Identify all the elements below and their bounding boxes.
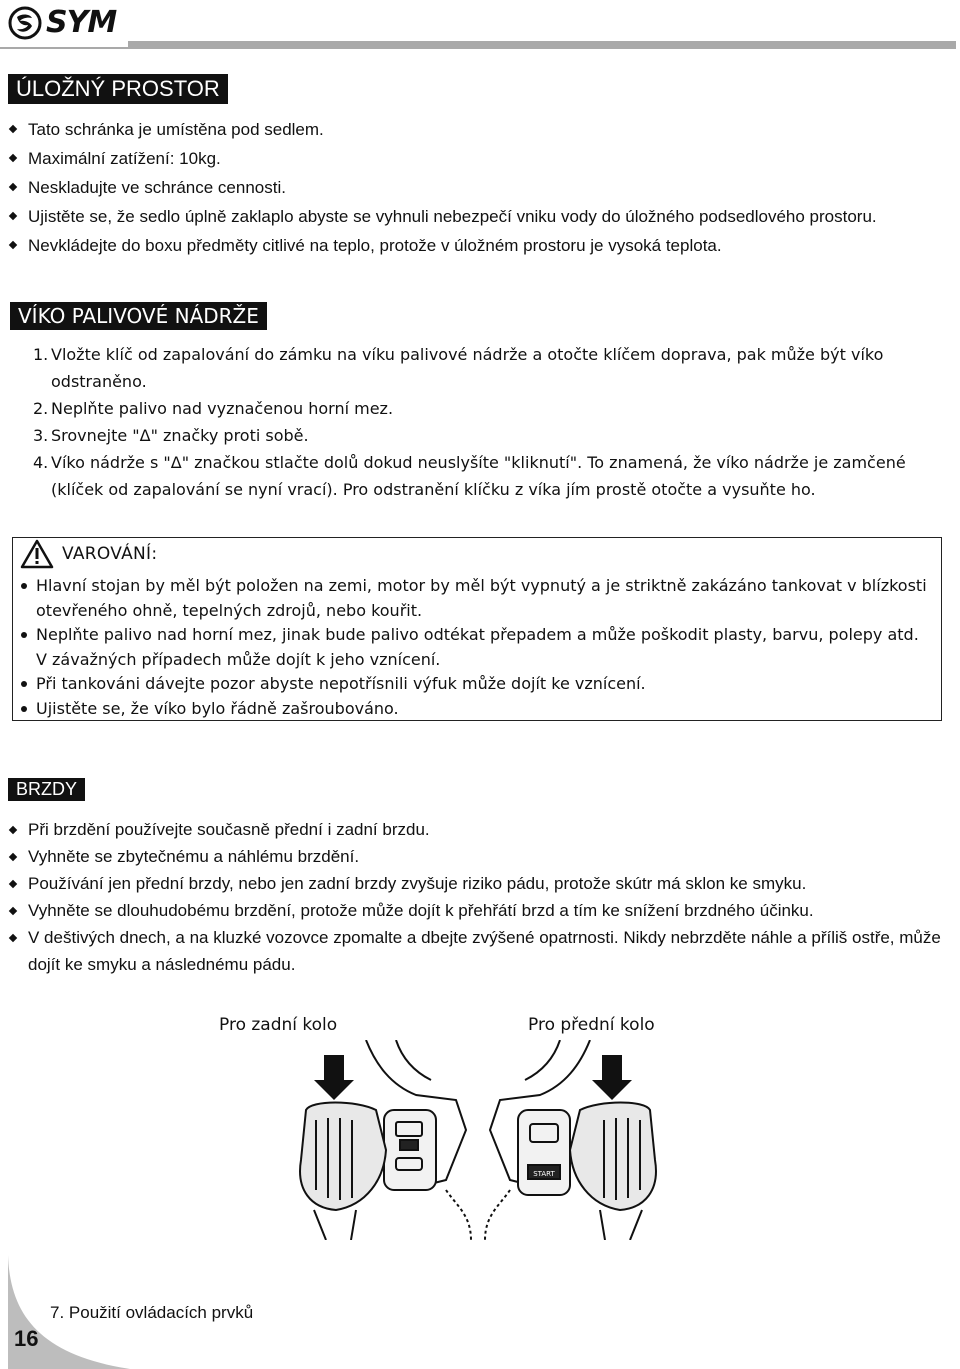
- section-title-brakes: BRZDY: [8, 778, 85, 801]
- storage-list: [8, 115, 948, 260]
- list-item: Při tankováni dávejte pozor abyste nepotřísnili výfuk může dojít ke vznícení.: [18, 672, 933, 697]
- list-item: V deštivých dnech, a na kluzké vozovce zpomalte a dbejte zvýšené opatrnosti. Nikdy nebrzděte náhle a příliš ostře, může dojít ke smyku a následnému pádu.: [8, 924, 948, 978]
- step-text: Vložte klíč od zapalování do zámku na víku palivové nádrže a otočte klíčem doprava, pak může být víko odstraněno.: [51, 345, 884, 391]
- warning-list: [18, 574, 933, 721]
- list-item: [33, 449, 938, 503]
- list-item: Hlavní stojan by měl být položen na zemi, motor by měl být vypnutý a je striktně zakázáno tankovat v blízkosti otevřeného ohně, tepelných zdrojů, nebo kouřit.: [18, 574, 933, 623]
- section-title-storage: ÚLOŽNÝ PROSTOR: [8, 74, 228, 104]
- list-item: Vyhněte se dlouhudobému brzdění, protože může dojít k přehřátí brzd a tím ke snížení brzdného účinku.: [8, 897, 948, 924]
- footer-chapter: 7. Použití ovládacích prvků: [50, 1303, 254, 1322]
- list-item: Tato schránka je umístěna pod sedlem.: [8, 115, 948, 144]
- section-title-fuel-cap: VÍKO PALIVOVÉ NÁDRŽE: [10, 302, 267, 330]
- list-item: Při brzdění používejte současně přední i zadní brzdu.: [8, 816, 948, 843]
- step-number: 3.: [33, 426, 49, 445]
- step-number: 1.: [33, 345, 49, 364]
- start-button-label: START: [533, 1170, 555, 1178]
- list-item: Ujistěte se, že víko bylo řádně zašroubováno.: [18, 697, 933, 722]
- brakes-list: [8, 816, 948, 978]
- list-item: Ujistěte se, že sedlo úplně zaklaplo abyste se vyhnuli nebezpečí vniku vody do úložného podsedlového prostoru.: [8, 202, 948, 231]
- header-rule-thin: [0, 47, 956, 49]
- page-number: 16: [14, 1326, 39, 1351]
- step-number: 4.: [33, 453, 49, 472]
- list-item: Maximální zatížení: 10kg.: [8, 144, 948, 173]
- front-brake-illustration: [480, 1040, 660, 1240]
- rear-brake-illustration: [296, 1040, 476, 1240]
- list-item: Používání jen přední brzdy, nebo jen zadní brzdy zvyšuje riziko pádu, protože skútr má sklon ke smyku.: [8, 870, 948, 897]
- step-number: 2.: [33, 399, 49, 418]
- warning-triangle-icon: [20, 539, 54, 569]
- arrow-down-icon: [592, 1055, 632, 1100]
- list-item: [33, 422, 938, 449]
- fuel-cap-steps: [33, 341, 938, 503]
- arrow-down-icon: [314, 1055, 354, 1100]
- list-item: [33, 395, 938, 422]
- caption-rear-wheel: Pro zadní kolo: [219, 1015, 338, 1035]
- step-text: Víko nádrže s "Δ" značkou stlačte dolů dokud neuslyšíte "kliknutí". To znamená, že víko nádrže je zamčené (klíček od zapalování se nyní vrací). Pro odstranění klíčku z víka jím prostě otočte a vysuňte ho.: [51, 453, 906, 499]
- list-item: [33, 341, 938, 395]
- warning-header: [20, 539, 157, 569]
- list-item: Nevkládejte do boxu předměty citlivé na teplo, protože v úložném prostoru je vysoká teplota.: [8, 231, 948, 260]
- sym-emblem-icon: [8, 6, 42, 40]
- list-item: Vyhněte se zbytečnému a náhlému brzdění.: [8, 843, 948, 870]
- brand-wordmark: SYM: [46, 5, 117, 40]
- step-text: Srovnejte "Δ" značky proti sobě.: [51, 426, 309, 445]
- step-text: Neplňte palivo nad vyznačenou horní mez.: [51, 399, 394, 418]
- list-item: Neplňte palivo nad horní mez, jinak bude palivo odtékat přepadem a může poškodit plasty, barvu, polepy atd. V závažných případech může dojít k jeho vznícení.: [18, 623, 933, 672]
- list-item: Neskladujte ve schránce cennosti.: [8, 173, 948, 202]
- warning-title: VAROVÁNÍ:: [62, 544, 158, 564]
- caption-front-wheel: Pro přední kolo: [528, 1015, 655, 1035]
- brand-logo: [8, 6, 116, 40]
